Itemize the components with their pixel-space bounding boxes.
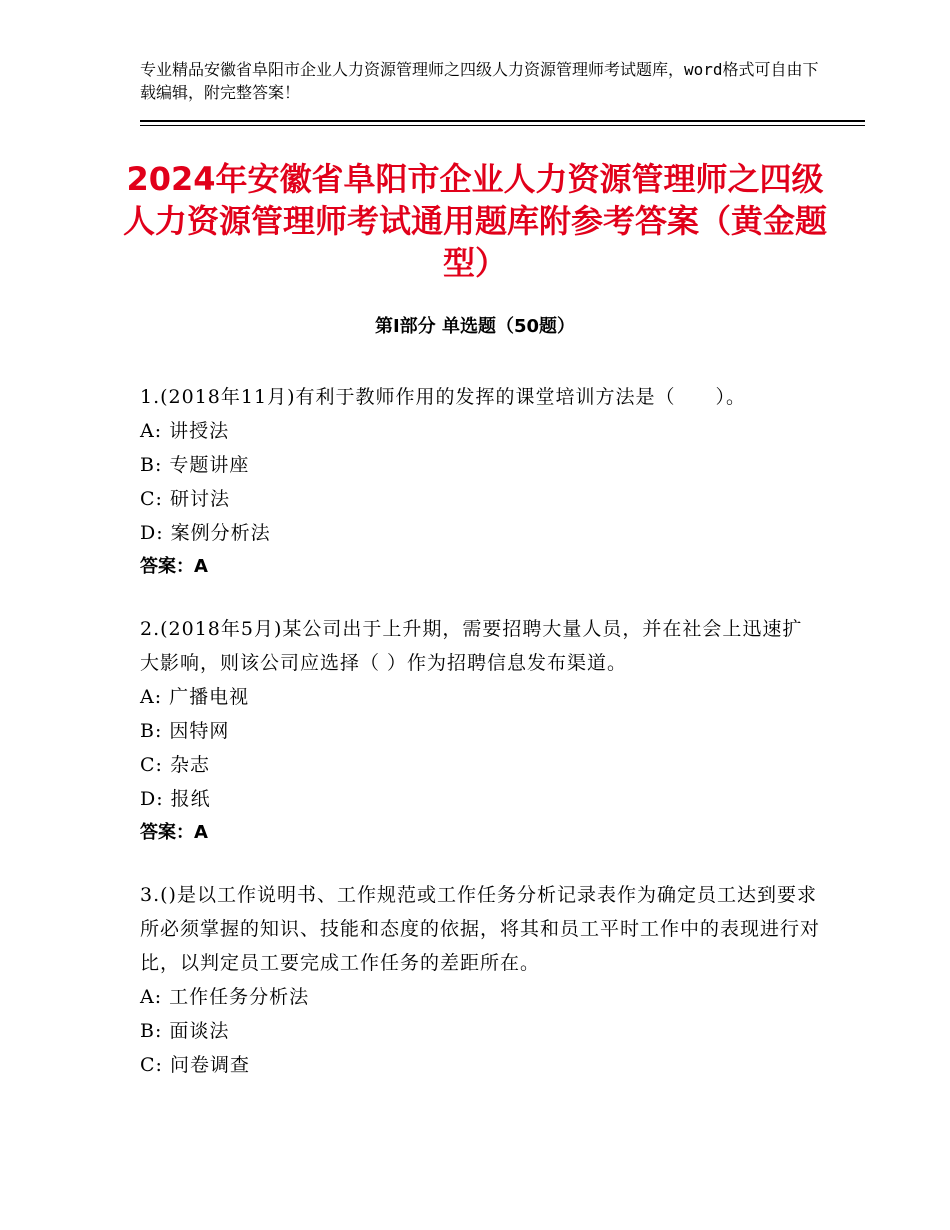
option-a: A: 讲授法 bbox=[140, 420, 230, 442]
option-a: A: 工作任务分析法 bbox=[140, 986, 310, 1008]
option-c: C: 杂志 bbox=[140, 754, 210, 776]
option-a: A: 广播电视 bbox=[140, 686, 250, 708]
option-d: D: 案例分析法 bbox=[140, 522, 271, 544]
option-b: B: 面谈法 bbox=[140, 1020, 230, 1042]
option-b: B: 专题讲座 bbox=[140, 454, 250, 476]
answer: 答案：A bbox=[140, 822, 208, 843]
option-d: D: 报纸 bbox=[140, 788, 211, 810]
document-title: 2024年安徽省阜阳市企业人力资源管理师之四级人力资源管理师考试通用题库附参考答案（黄金题型） bbox=[122, 160, 827, 282]
question-stem: 2.(2018年5月)某公司出于上升期，需要招聘大量人员，并在社会上迅速扩大影响，则该公司应选择（ ）作为招聘信息发布渠道。 bbox=[140, 618, 803, 674]
question-list bbox=[140, 380, 820, 1110]
question-3 bbox=[140, 878, 820, 1082]
option-b: B: 因特网 bbox=[140, 720, 230, 742]
question-stem: 1.(2018年11月)有利于教师作用的发挥的课堂培训方法是（ ）。 bbox=[140, 386, 746, 408]
question-2 bbox=[140, 612, 820, 850]
question-stem: 3.()是以工作说明书、工作规范或工作任务分析记录表作为确定员工达到要求所必须掌握的知识、技能和态度的依据，将其和员工平时工作中的表现进行对比，以判定员工要完成工作任务的差距所在。 bbox=[140, 884, 821, 974]
header-note: 专业精品安徽省阜阳市企业人力资源管理师之四级人力资源管理师考试题库，word格式可自由下载编辑，附完整答案！ bbox=[140, 60, 819, 102]
header-rule-thick bbox=[140, 120, 865, 122]
section-title: 第Ⅰ部分 单选题（50题） bbox=[374, 316, 575, 337]
answer: 答案：A bbox=[140, 556, 208, 577]
header-rule-thin bbox=[140, 125, 865, 126]
question-1 bbox=[140, 380, 820, 584]
option-c: C: 研讨法 bbox=[140, 488, 230, 510]
option-c: C: 问卷调查 bbox=[140, 1054, 250, 1076]
